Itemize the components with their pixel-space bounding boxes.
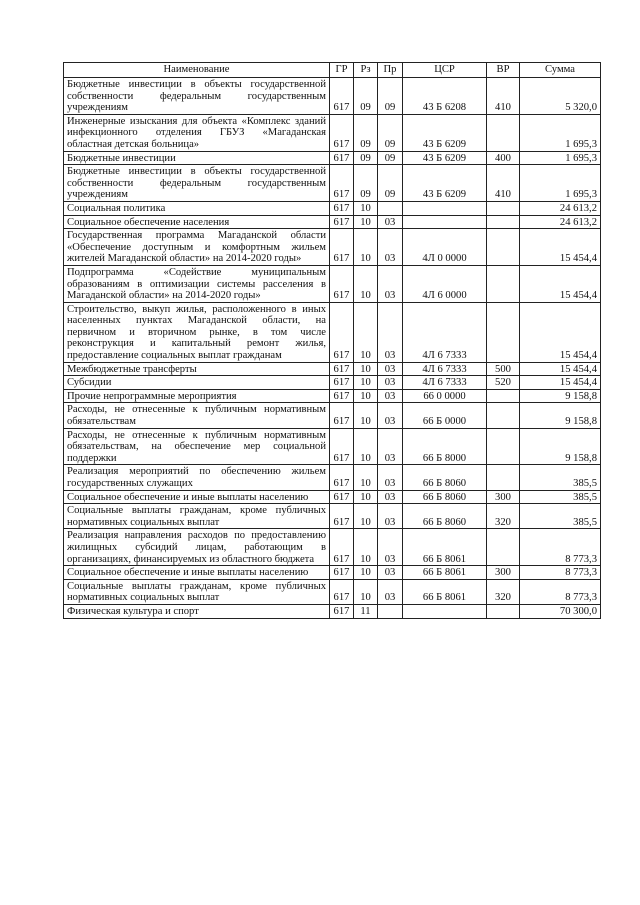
budget-table	[63, 62, 601, 619]
cell-vr	[487, 302, 520, 362]
cell-gr: 617	[330, 389, 354, 403]
cell-name: Бюджетные инвестиции в объекты государственной собственности федеральным государственным учреждениям	[64, 165, 330, 202]
cell-name: Социальное обеспечение и иные выплаты населению	[64, 490, 330, 504]
table-row	[64, 465, 601, 490]
table-row	[64, 490, 601, 504]
header-vr: ВР	[487, 63, 520, 78]
cell-rz: 09	[354, 165, 378, 202]
cell-csr: 66 Б 8061	[403, 529, 487, 566]
cell-csr: 43 Б 6209	[403, 114, 487, 151]
cell-gr: 617	[330, 465, 354, 490]
cell-csr: 66 0 0000	[403, 389, 487, 403]
cell-vr: 320	[487, 579, 520, 604]
cell-sum: 1 695,3	[520, 165, 601, 202]
cell-csr: 66 Б 0000	[403, 403, 487, 428]
header-pr: Пр	[378, 63, 403, 78]
cell-sum: 1 695,3	[520, 114, 601, 151]
cell-pr: 03	[378, 566, 403, 580]
cell-pr	[378, 201, 403, 215]
cell-csr: 43 Б 6209	[403, 165, 487, 202]
cell-sum: 24 613,2	[520, 215, 601, 229]
cell-pr: 03	[378, 504, 403, 529]
cell-vr	[487, 201, 520, 215]
table-row	[64, 151, 601, 165]
cell-rz: 10	[354, 201, 378, 215]
cell-name: Прочие непрограммные мероприятия	[64, 389, 330, 403]
cell-gr: 617	[330, 604, 354, 618]
cell-rz: 10	[354, 529, 378, 566]
cell-name: Межбюджетные трансферты	[64, 362, 330, 376]
table-row	[64, 265, 601, 302]
cell-rz: 11	[354, 604, 378, 618]
cell-gr: 617	[330, 428, 354, 465]
cell-sum: 8 773,3	[520, 579, 601, 604]
cell-csr: 66 Б 8060	[403, 465, 487, 490]
cell-csr: 66 Б 8060	[403, 490, 487, 504]
table-row	[64, 165, 601, 202]
cell-name: Расходы, не отнесенные к публичным нормативным обязательствам, на обеспечение мер социальной поддержки	[64, 428, 330, 465]
table-row	[64, 362, 601, 376]
cell-csr: 66 Б 8060	[403, 504, 487, 529]
cell-gr: 617	[330, 529, 354, 566]
cell-rz: 10	[354, 403, 378, 428]
cell-csr: 4Л 6 7333	[403, 376, 487, 390]
cell-vr: 520	[487, 376, 520, 390]
cell-vr	[487, 465, 520, 490]
cell-pr: 03	[378, 215, 403, 229]
cell-vr	[487, 215, 520, 229]
cell-rz: 09	[354, 114, 378, 151]
header-sum: Сумма	[520, 63, 601, 78]
cell-csr: 66 Б 8000	[403, 428, 487, 465]
cell-sum: 15 454,4	[520, 376, 601, 390]
cell-gr: 617	[330, 566, 354, 580]
cell-gr: 617	[330, 376, 354, 390]
cell-name: Социальные выплаты гражданам, кроме публичных нормативных социальных выплат	[64, 504, 330, 529]
cell-pr: 03	[378, 403, 403, 428]
cell-pr: 03	[378, 229, 403, 266]
cell-rz: 10	[354, 362, 378, 376]
cell-vr	[487, 389, 520, 403]
cell-rz: 10	[354, 265, 378, 302]
table-row	[64, 78, 601, 115]
cell-vr: 500	[487, 362, 520, 376]
cell-csr: 4Л 6 0000	[403, 265, 487, 302]
cell-gr: 617	[330, 78, 354, 115]
table-header-row	[64, 63, 601, 78]
cell-pr: 09	[378, 165, 403, 202]
cell-name: Субсидии	[64, 376, 330, 390]
cell-gr: 617	[330, 215, 354, 229]
cell-sum: 15 454,4	[520, 229, 601, 266]
cell-sum: 9 158,8	[520, 428, 601, 465]
cell-pr: 03	[378, 465, 403, 490]
cell-sum: 8 773,3	[520, 566, 601, 580]
cell-rz: 10	[354, 428, 378, 465]
cell-rz: 10	[354, 490, 378, 504]
cell-gr: 617	[330, 229, 354, 266]
cell-sum: 385,5	[520, 490, 601, 504]
cell-vr	[487, 604, 520, 618]
table-row	[64, 566, 601, 580]
cell-pr: 03	[378, 302, 403, 362]
cell-csr: 43 Б 6208	[403, 78, 487, 115]
cell-name: Физическая культура и спорт	[64, 604, 330, 618]
cell-csr	[403, 604, 487, 618]
table-row	[64, 114, 601, 151]
document-page	[63, 62, 600, 619]
cell-pr: 03	[378, 265, 403, 302]
cell-name: Социальная политика	[64, 201, 330, 215]
table-row	[64, 604, 601, 618]
cell-vr	[487, 265, 520, 302]
cell-vr: 400	[487, 151, 520, 165]
cell-rz: 10	[354, 389, 378, 403]
cell-rz: 10	[354, 566, 378, 580]
cell-gr: 617	[330, 114, 354, 151]
header-rz: Рз	[354, 63, 378, 78]
cell-sum: 24 613,2	[520, 201, 601, 215]
table-body	[64, 78, 601, 619]
cell-csr	[403, 215, 487, 229]
cell-gr: 617	[330, 579, 354, 604]
cell-name: Реализация мероприятий по обеспечению жильем государственных служащих	[64, 465, 330, 490]
cell-gr: 617	[330, 151, 354, 165]
cell-vr	[487, 114, 520, 151]
cell-gr: 617	[330, 201, 354, 215]
cell-gr: 617	[330, 504, 354, 529]
cell-pr	[378, 604, 403, 618]
table-row	[64, 579, 601, 604]
header-csr: ЦСР	[403, 63, 487, 78]
cell-rz: 10	[354, 504, 378, 529]
cell-name: Социальные выплаты гражданам, кроме публичных нормативных социальных выплат	[64, 579, 330, 604]
cell-name: Инженерные изыскания для объекта «Комплекс зданий инфекционного отделения ГБУЗ «Магаданская областная детская больница»	[64, 114, 330, 151]
cell-name: Социальное обеспечение населения	[64, 215, 330, 229]
table-row	[64, 389, 601, 403]
cell-vr: 300	[487, 490, 520, 504]
cell-gr: 617	[330, 302, 354, 362]
cell-csr	[403, 201, 487, 215]
cell-name: Бюджетные инвестиции в объекты государственной собственности федеральным государственным учреждениям	[64, 78, 330, 115]
cell-vr: 410	[487, 78, 520, 115]
cell-rz: 10	[354, 229, 378, 266]
cell-csr: 43 Б 6209	[403, 151, 487, 165]
cell-name: Строительство, выкуп жилья, расположенного в иных населенных пунктах Магаданской области, на первичном и вторичном рынке, в том числе реконструкция и капитальный ремонт жилья, предоставление социальных выплат гражданам	[64, 302, 330, 362]
cell-vr: 300	[487, 566, 520, 580]
cell-gr: 617	[330, 362, 354, 376]
cell-gr: 617	[330, 165, 354, 202]
cell-pr: 03	[378, 389, 403, 403]
cell-sum: 15 454,4	[520, 302, 601, 362]
table-row	[64, 302, 601, 362]
cell-gr: 617	[330, 265, 354, 302]
cell-rz: 10	[354, 579, 378, 604]
cell-rz: 09	[354, 78, 378, 115]
table-row	[64, 504, 601, 529]
cell-rz: 10	[354, 215, 378, 229]
table-row	[64, 201, 601, 215]
cell-vr	[487, 403, 520, 428]
cell-rz: 09	[354, 151, 378, 165]
cell-pr: 03	[378, 579, 403, 604]
cell-sum: 8 773,3	[520, 529, 601, 566]
header-gr: ГР	[330, 63, 354, 78]
cell-sum: 70 300,0	[520, 604, 601, 618]
cell-sum: 1 695,3	[520, 151, 601, 165]
table-row	[64, 529, 601, 566]
table-row	[64, 403, 601, 428]
cell-pr: 03	[378, 428, 403, 465]
table-row	[64, 428, 601, 465]
cell-sum: 385,5	[520, 504, 601, 529]
cell-pr: 09	[378, 78, 403, 115]
cell-name: Реализация направления расходов по предоставлению жилищных субсидий лицам, работающим в организациях, финансируемых из областного бюджета	[64, 529, 330, 566]
cell-name: Государственная программа Магаданской области «Обеспечение доступным и комфортным жильем жителей Магаданской области» на 2014-2020 годы»	[64, 229, 330, 266]
cell-pr: 09	[378, 151, 403, 165]
cell-sum: 15 454,4	[520, 265, 601, 302]
cell-sum: 385,5	[520, 465, 601, 490]
cell-sum: 5 320,0	[520, 78, 601, 115]
cell-pr: 03	[378, 362, 403, 376]
table-row	[64, 215, 601, 229]
cell-pr: 03	[378, 529, 403, 566]
cell-vr	[487, 229, 520, 266]
cell-csr: 4Л 6 7333	[403, 362, 487, 376]
cell-rz: 10	[354, 376, 378, 390]
cell-csr: 66 Б 8061	[403, 566, 487, 580]
cell-vr: 320	[487, 504, 520, 529]
cell-sum: 9 158,8	[520, 389, 601, 403]
cell-name: Расходы, не отнесенные к публичным нормативным обязательствам	[64, 403, 330, 428]
cell-vr: 410	[487, 165, 520, 202]
header-name: Наименование	[64, 63, 330, 78]
cell-gr: 617	[330, 403, 354, 428]
cell-sum: 15 454,4	[520, 362, 601, 376]
table-row	[64, 376, 601, 390]
cell-pr: 09	[378, 114, 403, 151]
cell-name: Социальное обеспечение и иные выплаты населению	[64, 566, 330, 580]
cell-name: Подпрограмма «Содействие муниципальным образованиям в оптимизации системы расселения в Магаданской области» на 2014-2020 годы»	[64, 265, 330, 302]
cell-sum: 9 158,8	[520, 403, 601, 428]
cell-csr: 4Л 0 0000	[403, 229, 487, 266]
cell-csr: 4Л 6 7333	[403, 302, 487, 362]
cell-gr: 617	[330, 490, 354, 504]
table-row	[64, 229, 601, 266]
cell-rz: 10	[354, 302, 378, 362]
cell-rz: 10	[354, 465, 378, 490]
cell-csr: 66 Б 8061	[403, 579, 487, 604]
cell-vr	[487, 529, 520, 566]
cell-vr	[487, 428, 520, 465]
cell-name: Бюджетные инвестиции	[64, 151, 330, 165]
cell-pr: 03	[378, 490, 403, 504]
cell-pr: 03	[378, 376, 403, 390]
